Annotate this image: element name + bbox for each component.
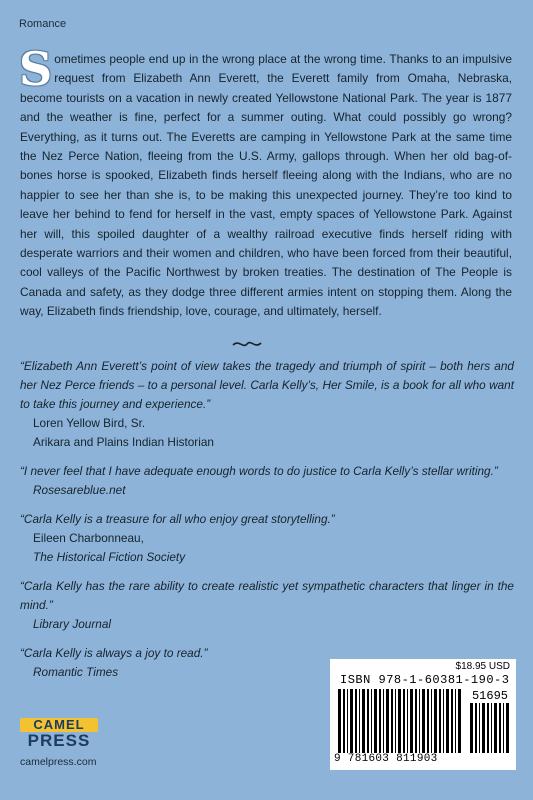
quote-text: “Carla Kelly is always a joy to read.” (20, 646, 208, 660)
quote-source: Arikara and Plains Indian Historian (33, 435, 214, 449)
quote-author: Rosesareblue.net (33, 483, 126, 497)
quote-source: The Historical Fiction Society (33, 550, 186, 564)
quote-text: “Carla Kelly is a treasure for all who enjoy great storytelling.” (20, 512, 335, 526)
genre-label: Romance (19, 18, 67, 30)
publisher-website: camelpress.com (20, 756, 97, 768)
drop-cap: S (19, 42, 53, 96)
barcode-bars (338, 689, 464, 753)
logo-bottom-text: PRESS (27, 731, 91, 750)
review-quote (20, 510, 514, 567)
quote-author: Library Journal (33, 617, 112, 631)
ornament-swirl-icon (231, 337, 263, 351)
quote-author: Loren Yellow Bird, Sr. (33, 416, 146, 430)
review-quotes (20, 357, 514, 692)
synopsis-blurb (19, 42, 512, 322)
barcode-digits: 9 781603 811903 (334, 753, 438, 765)
price-label: $18.95 USD (455, 661, 510, 672)
barcode-addon-bars (470, 703, 510, 753)
quote-author: Romantic Times (33, 665, 119, 679)
logo-top-text: CAMEL (20, 718, 98, 732)
quote-author: Eileen Charbonneau, (33, 531, 144, 545)
quote-text: “Carla Kelly has the rare ability to create realistic yet sympathetic characters that linger in the mind.” (20, 579, 514, 612)
barcode-addon-digits: 51695 (471, 689, 508, 703)
review-quote (20, 577, 514, 634)
isbn-barcode (330, 659, 516, 770)
publisher-logo (20, 718, 98, 752)
quote-text: “I never feel that I have adequate enough words to do justice to Carla Kelly’s stellar writing.” (20, 464, 498, 478)
review-quote (20, 462, 514, 500)
review-quote (20, 357, 514, 452)
quote-text: “Elizabeth Ann Everett’s point of view takes the tragedy and triumph of spirit – both hers and her Nez Perce friends – to a personal level. Carla Kelly’s, Her Smile, is a book for all who want to take this journey and experience.” (20, 359, 514, 411)
isbn-text: ISBN 978-1-60381-190-3 (340, 673, 510, 687)
synopsis-text: ometimes people end up in the wrong place at the wrong time. Thanks to an impulsive request from Elizabeth Ann Everett, the Everett family from Omaha, Nebraska, become tourists on a vacation in newly created Yellowstone National Park. The year is 1877 and the weather is fine, perfect for a summer outing. What could possibly go wrong? Everything, as it turns out. The Everetts are camping in Yellowstone Park at the same time the Nez Perce Nation, fleeing from the U.S. Army, gallops through. When her old bag-of-bones horse is spooked, Elizabeth finds herself fleeing along with the Indians, who are no happier to see her than she is, to be making this unexpected journey. They’re too kind to leave her behind to fend for herself in the vast, empty spaces of Yellowstone Park. Against her will, this spoiled daughter of a wealthy railroad executive finds herself riding with desperate warriors and their women and children, who have been forced from their beautiful, cool valleys of the Pacific Northwest by broken treaties. The destination of The People is Canada and safety, as they dodge three different armies intent on stopping them. Along the way, Elizabeth finds friendship, love, courage, and ultimately, herself. (20, 52, 512, 319)
